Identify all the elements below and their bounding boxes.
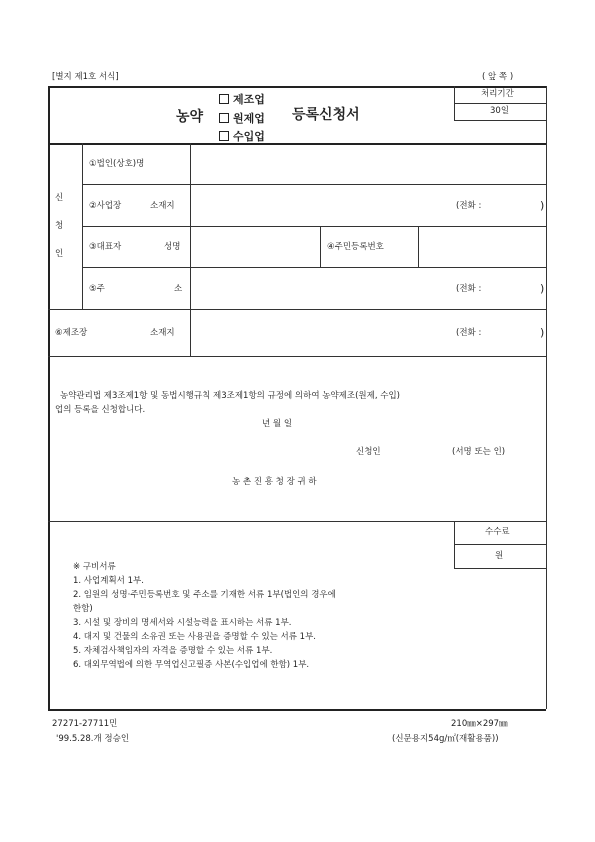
title-option-manufacture: 제조업 [219, 94, 265, 105]
factory-phone-close: ) [540, 326, 545, 339]
document-item-2-cont: 한함) [73, 604, 93, 614]
representative-label-tail: 성명 [164, 242, 181, 252]
documents-title: ※ 구비서류 [73, 562, 116, 572]
corp-name-label: ①법인(상호)명 [89, 159, 145, 169]
factory-label-tail: 소재지 [150, 328, 175, 338]
fee-unit: 원 [495, 551, 504, 561]
business-address-field[interactable] [191, 185, 545, 226]
address-field[interactable] [191, 268, 545, 309]
business-phone-close: ) [540, 199, 545, 212]
processing-box-bottom [454, 120, 546, 121]
factory-label: ⑥제조장 [55, 328, 88, 338]
frame-right [546, 86, 547, 709]
business-phone-label: (전화 : [456, 201, 482, 211]
checkbox-manufacture[interactable] [219, 94, 229, 104]
applicant-signature-label: 신청인 [356, 447, 381, 457]
address-phone-label: (전화 : [456, 284, 482, 294]
processing-value: 30일 [490, 106, 510, 116]
declaration-date: 년 월 일 [262, 419, 293, 429]
fee-label: 수수료 [485, 527, 510, 537]
fee-box-bottom [454, 568, 546, 569]
corp-name-field[interactable] [191, 144, 545, 184]
footer-code: 27271-27711민 [52, 719, 118, 729]
checkbox-technical[interactable] [219, 113, 229, 123]
rrn-label: ④주민등록번호 [327, 242, 384, 252]
factory-address-field[interactable] [191, 310, 545, 356]
footer-approval: '99.5.28.개 정승인 [56, 734, 130, 744]
declaration-bottom-line [48, 521, 546, 522]
title-prefix: 농약 [176, 109, 204, 125]
checkbox-import[interactable] [219, 131, 229, 141]
form-number: [별지 제1호 서식] [52, 72, 119, 82]
applicant-section-char-2: 청 [55, 221, 64, 231]
frame-bottom [48, 709, 546, 711]
document-item-4: 4. 대지 및 건물의 소유권 또는 사용권을 증명할 수 있는 서류 1부. [73, 632, 317, 642]
title-suffix: 등록신청서 [292, 107, 360, 123]
frame-top [48, 86, 546, 88]
title-option-import: 수입업 [219, 131, 265, 142]
declaration-line-1: 농약관리법 제3조제1항 및 동법시행규칙 제3조제1항의 규정에 의하여 농약제조(원제, 수입) [60, 391, 400, 401]
processing-label: 처리기간 [481, 89, 514, 99]
business-address-label-tail: 소재지 [150, 201, 175, 211]
recipient: 농 촌 진 흥 청 장 귀 하 [232, 477, 317, 487]
title-option-import-clip [219, 130, 299, 143]
fee-box-mid [454, 544, 546, 545]
address-label: ⑤주 [89, 284, 105, 294]
document-item-5: 5. 자체검사책임자의 자격을 증명할 수 있는 서류 1부. [73, 646, 273, 656]
document-item-6: 6. 대외무역법에 의한 무역업신고필증 사본(수입업에 한함) 1부. [73, 660, 310, 670]
document-item-2: 2. 임원의 성명·주민등록번호 및 주소를 기재한 서류 1부(법인의 경우에 [73, 590, 336, 600]
processing-box-mid [454, 103, 546, 104]
row-line-5 [48, 356, 546, 357]
footer-paper: (신문용지54g/㎡(재활용품)) [392, 734, 499, 744]
address-phone-close: ) [540, 282, 545, 295]
declaration-line-2: 업의 등록을 신청합니다. [55, 405, 146, 415]
applicant-section-char-1: 신 [55, 193, 64, 203]
address-label-tail: 소 [174, 284, 183, 294]
footer-size: 210㎜×297㎜ [451, 719, 508, 729]
frame-left [48, 86, 50, 709]
factory-phone-label: (전화 : [456, 328, 482, 338]
business-address-label: ②사업장 [89, 201, 122, 211]
applicant-section-char-3: 인 [55, 249, 64, 259]
representative-label: ③대표자 [89, 242, 122, 252]
page-side: ( 앞 쪽 ) [482, 72, 514, 82]
document-item-3: 3. 시설 및 장비의 명세서와 시설능력을 표시하는 서류 1부. [73, 618, 292, 628]
signature-note: (서명 또는 인) [452, 447, 506, 457]
representative-name-field[interactable] [191, 227, 319, 267]
title-option-technical: 원제업 [219, 113, 265, 124]
rrn-field[interactable] [419, 227, 545, 267]
document-item-1: 1. 사업계획서 1부. [73, 576, 144, 586]
rrn-left-divider [320, 226, 321, 267]
